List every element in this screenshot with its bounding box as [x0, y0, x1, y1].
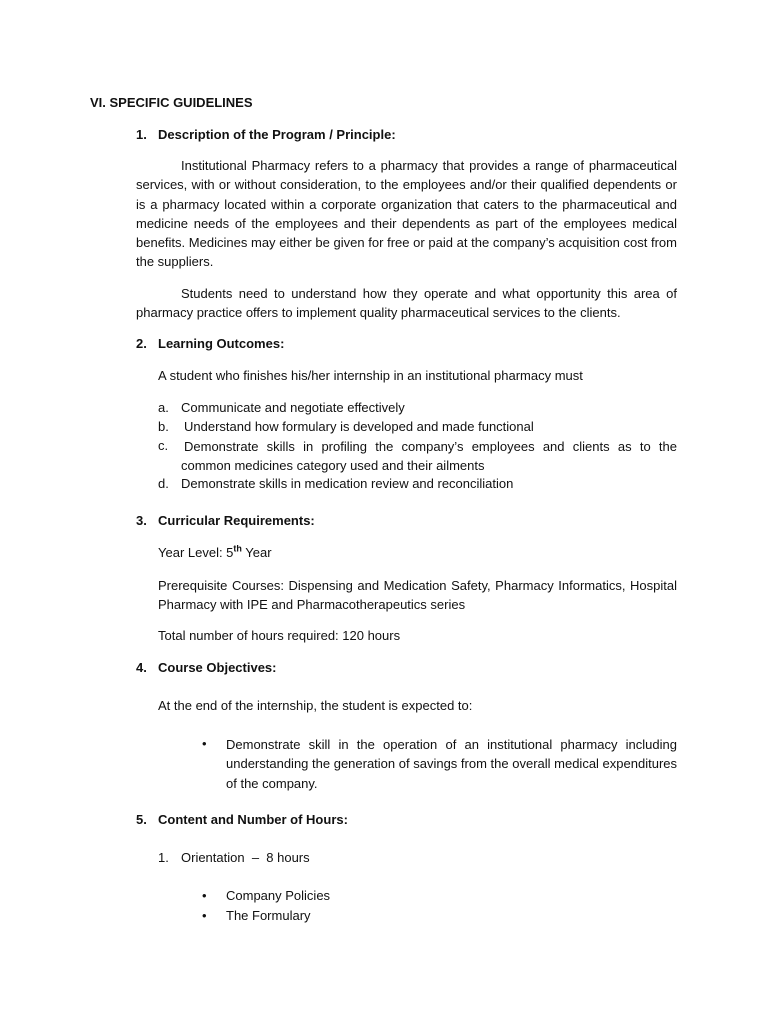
- section-4-heading: [136, 660, 277, 675]
- year-level-label: Year Level: 5: [158, 545, 234, 560]
- section-3-heading: [136, 513, 315, 528]
- content-bullet-dot-1: •: [202, 888, 207, 903]
- section-1-title: Description of the Program / Principle:: [158, 127, 396, 142]
- section-4-intro: At the end of the internship, the student is expected to:: [158, 698, 473, 713]
- outcome-marker-c: c.: [158, 438, 169, 453]
- content-bullet-1: Company Policies: [226, 888, 331, 903]
- outcome-item-d: Demonstrate skills in medication review and reconciliation: [181, 476, 514, 491]
- section-1-number: 1.: [136, 127, 147, 142]
- year-level: [158, 545, 272, 560]
- prerequisite-courses: Prerequisite Courses: Dispensing and Medication Safety, Pharmacy Informatics, Hospital Pharmacy with IPE and Pharmacotherapeutics series: [158, 578, 677, 613]
- section-2-title: Learning Outcomes:: [158, 336, 285, 351]
- outcome-item-a: Communicate and negotiate effectively: [181, 400, 405, 415]
- outcome-marker-d: d.: [158, 476, 169, 491]
- section-3-title: Curricular Requirements:: [158, 513, 315, 528]
- section-5-heading: [136, 812, 348, 827]
- year-level-suffix: Year: [241, 545, 272, 560]
- content-bullet-2: The Formulary: [226, 908, 311, 923]
- section-4-number: 4.: [136, 660, 147, 675]
- section-1-heading: [136, 127, 396, 142]
- outcome-marker-b: b.: [158, 419, 169, 434]
- section-1-paragraph-2: Students need to understand how they operate and what opportunity this area of pharmacy practice offers to implement quality pharmaceutical services to the clients.: [136, 286, 677, 321]
- section-2-intro: A student who finishes his/her internship in an institutional pharmacy must: [158, 368, 583, 383]
- total-hours: Total number of hours required: 120 hours: [158, 628, 401, 643]
- objective-bullet-dot: •: [202, 736, 207, 751]
- section-2-number: 2.: [136, 336, 147, 351]
- section-1-paragraph-1: Institutional Pharmacy refers to a pharmacy that provides a range of pharmaceutical services, with or without consideration, to the employees and/or their qualified dependents or is a pharmacy located within a corporate organization that caters to the pharmaceutical and medicine needs of the employees and their dependents as part of the employees medical benefits. Medicines may either be given for free or paid at the company’s acquisition cost from the suppliers.: [136, 158, 677, 270]
- section-5-number: 5.: [136, 812, 147, 827]
- section-5-title: Content and Number of Hours:: [158, 812, 348, 827]
- outcome-item-c: Demonstrate skills in profiling the company’s employees and clients as to the common medicines category used and their ailments: [181, 439, 677, 474]
- year-level-superscript: th: [233, 543, 242, 554]
- outcome-item-b: Understand how formulary is developed and made functional: [184, 419, 534, 434]
- outcome-marker-a: a.: [158, 400, 169, 415]
- section-title: VI. SPECIFIC GUIDELINES: [90, 95, 253, 110]
- orientation-label: Orientation – 8 hours: [181, 850, 310, 865]
- section-2-heading: [136, 336, 284, 351]
- orientation-number: 1.: [158, 850, 169, 865]
- content-bullet-dot-2: •: [202, 908, 207, 923]
- section-4-title: Course Objectives:: [158, 660, 277, 675]
- section-3-number: 3.: [136, 513, 147, 528]
- objective-item: Demonstrate skill in the operation of an institutional pharmacy including understanding the generation of savings from the overall medical expenditures of the company.: [226, 737, 677, 791]
